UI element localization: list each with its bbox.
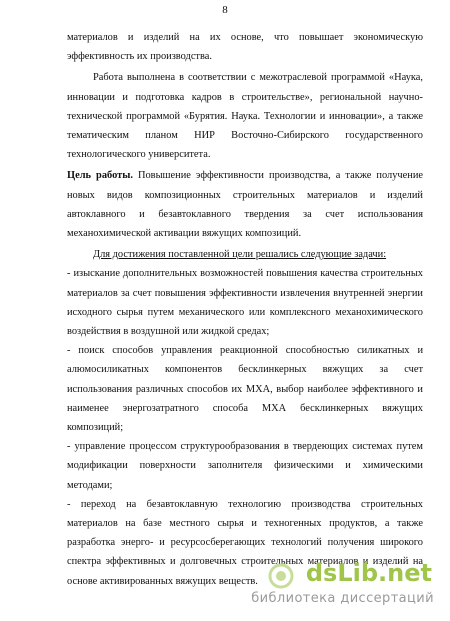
dslib-logo-icon (268, 563, 294, 589)
task-item-1: - изыскание дополнительных возможностей повышения качества строительных материалов за счет повышения эффективности извлечения внутренней энергии исходного сырья путем механического или комплексного механохимического воздействия в воздушной или жидкой средах; (67, 268, 423, 338)
page-number: 8 (222, 4, 228, 16)
paragraph-goal (67, 166, 423, 243)
watermark-logo-text: dsLib.net (305, 559, 432, 587)
tasks-heading (67, 245, 423, 264)
paragraph-program-compliance: Работа выполнена в соответствии с межотраслевой программой «Наука, инновации и подготовка кадров в строительстве», региональной научно-технической программой «Бурятия. Наука. Технологии и инновации», а также тематическим планом НИР Восточно-Сибирского государственного технологического университета. (67, 72, 423, 161)
task-item-2: - поиск способов управления реакционной способностью силикатных и алюмосиликатных компонентов бесклинкерных вяжущих за счет использования различных способов их МХА, выбор наиболее эффективного и наименее энергозатратного способа МХА бесклинкерных вяжущих композиций; (67, 345, 423, 434)
watermark-subtitle: библиотека диссертаций (251, 591, 434, 606)
task-item-4: - переход на безавтоклавную технологию производства строительных материалов на базе местного сырья и техногенных продуктов, а также разработка энерго- и ресурсосберегающих технологий получения широкого спектра эффективных и долговечных строительных материалов и изделий на основе активированных вяжущих веществ. (67, 498, 423, 587)
task-item-3: - управление процессом структурообразования в твердеющих системах путем модификации поверхности заполнителя физическими и химическими методами; (67, 441, 423, 491)
paragraph-intro-continuation: материалов и изделий на их основе, что повышает экономическую эффективность их производства. (67, 32, 423, 63)
goal-text: Повышение эффективности производства, а также получение новых видов композиционных строительных материалов и изделий автоклавного и безавтоклавного твердения за счет использования механохимической активации вяжущих композиций. (67, 170, 423, 240)
document-body (67, 28, 423, 591)
goal-heading: Цель работы. (67, 170, 133, 182)
dslib-watermark (240, 559, 440, 615)
tasks-heading-text: Для достижения поставленной цели решались следующие задачи: (93, 249, 387, 261)
